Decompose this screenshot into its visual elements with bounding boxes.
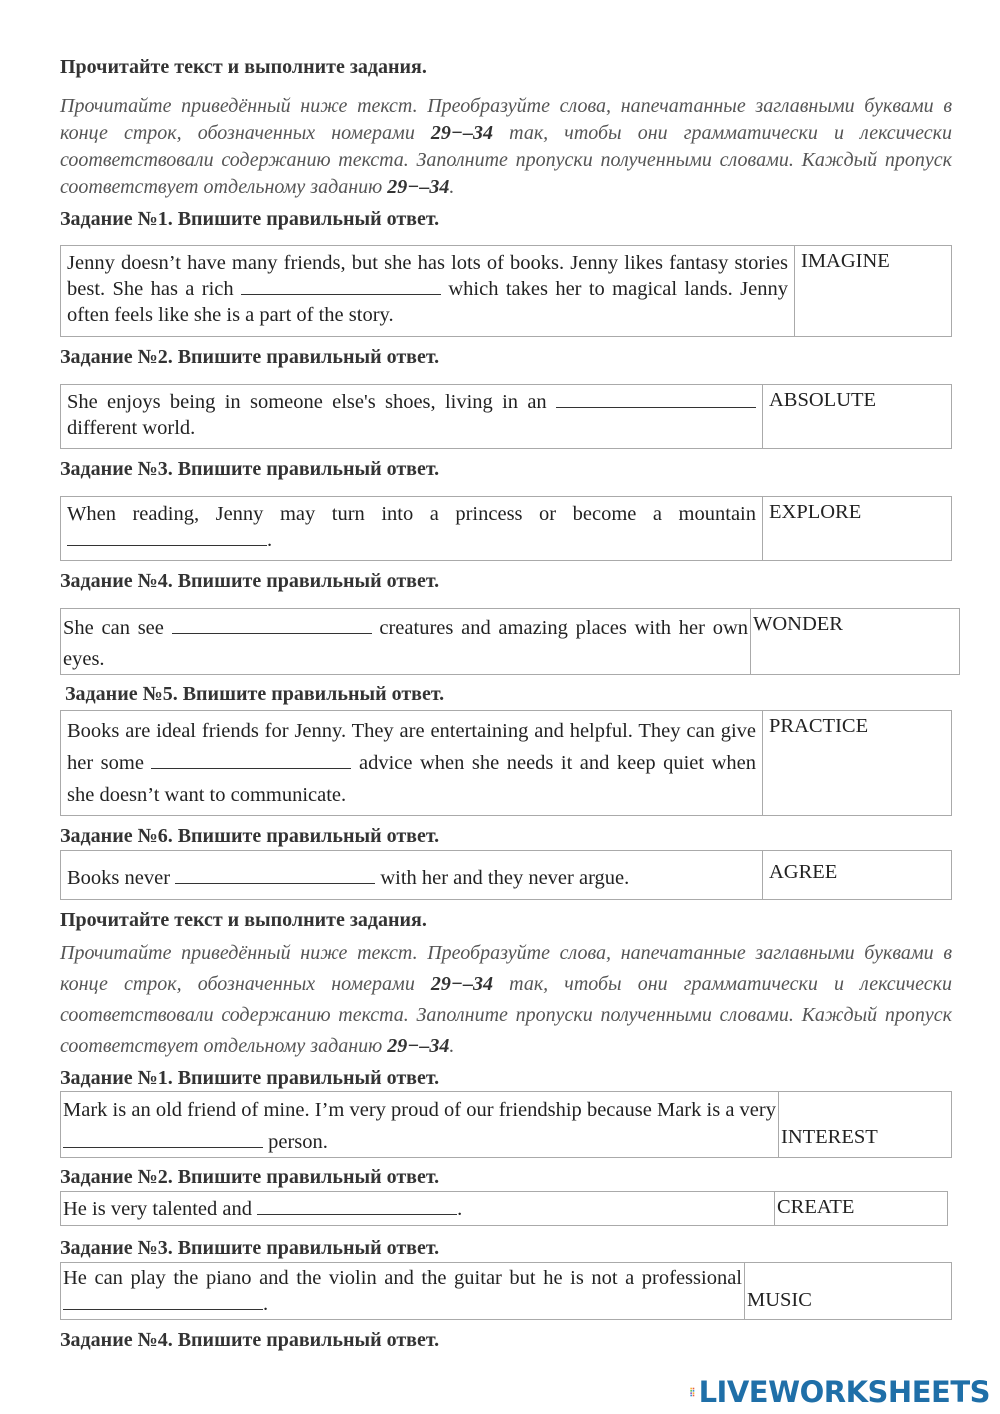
section-2-heading: Прочитайте текст и выполните задания. [60, 909, 427, 931]
task-box [60, 850, 952, 900]
task-sentence: Books are ideal friends for Jenny. They are entertaining and helpful. They can give her some advice when she needs it and keep quiet when she doesn’t want to communicate. [61, 711, 763, 815]
answer-blank[interactable] [556, 389, 756, 408]
liveworksheets-logo[interactable] [690, 1375, 990, 1409]
task-title: Задание №4. Впишите правильный ответ. [60, 1329, 440, 1351]
task-box [60, 710, 952, 816]
task-box [60, 245, 952, 337]
task-box [60, 496, 952, 561]
source-word: CREATE [777, 1196, 855, 1218]
source-word: EXPLORE [769, 501, 862, 523]
task-title: Задание №1. Впишите правильный ответ. [60, 208, 440, 230]
task-title: Задание №2. Впишите правильный ответ. [60, 346, 440, 368]
task-sentence: He can play the piano and the violin and the guitar but he is not a professional . [61, 1263, 745, 1319]
task-title: Задание №3. Впишите правильный ответ. [60, 458, 440, 480]
task-sentence: He is very talented and . [61, 1192, 775, 1225]
task-sentence: She enjoys being in someone else's shoes, living in an different world. [61, 385, 763, 448]
task-sentence: When reading, Jenny may turn into a princess or become a mountain . [61, 497, 763, 560]
answer-blank[interactable] [172, 615, 372, 634]
source-word: ABSOLUTE [769, 389, 877, 411]
section-2-instruction: Прочитайте приведённый ниже текст. Преобразуйте слова, напечатанные заглавными буквами в конце строк, обозначенных номерами 29−–34 так, чтобы они грамматически и лексически соответствовали содержанию текста. Заполните пропуски полученными словами. Каждый пропуск соответствует отдельному заданию 29−–34. [60, 942, 953, 1057]
task-box [60, 384, 952, 449]
task-sentence: Books never with her and they never argue. [61, 851, 763, 899]
task-title: Задание №1. Впишите правильный ответ. [60, 1067, 440, 1089]
source-word: PRACTICE [769, 715, 869, 737]
answer-blank[interactable] [175, 865, 375, 884]
liveworksheets-logo-icon [690, 1378, 699, 1406]
task-title: Задание №4. Впишите правильный ответ. [60, 570, 440, 592]
answer-blank[interactable] [63, 1291, 263, 1310]
answer-blank[interactable] [241, 276, 441, 295]
answer-blank[interactable] [63, 1129, 263, 1148]
task-box [60, 1262, 952, 1320]
source-word: INTEREST [781, 1126, 878, 1148]
task-title: Задание №5. Впишите правильный ответ. [65, 683, 445, 705]
answer-blank[interactable] [67, 527, 267, 546]
brand-name: LIVEWORKSHEETS [698, 1375, 990, 1409]
source-word: MUSIC [747, 1289, 812, 1311]
task-sentence: Mark is an old friend of mine. I’m very proud of our friendship because Mark is a very person. [61, 1092, 779, 1157]
task-title: Задание №6. Впишите правильный ответ. [60, 825, 440, 847]
task-sentence: Jenny doesn’t have many friends, but she has lots of books. Jenny likes fantasy stories best. She has a rich which takes her to magical lands. Jenny often feels like she is a part of the story. [61, 246, 795, 336]
task-sentence: She can see creatures and amazing places with her own eyes. [61, 609, 751, 674]
task-box [60, 608, 960, 675]
section-1-heading: Прочитайте текст и выполните задания. [60, 56, 427, 78]
task-box [60, 1191, 948, 1226]
source-word: AGREE [769, 861, 838, 883]
task-box [60, 1091, 952, 1158]
section-1-instruction: Прочитайте приведённый ниже текст. Преобразуйте слова, напечатанные заглавными буквами в конце строк, обозначенных номерами 29−–34 так, чтобы они грамматически и лексически соответствовали содержанию текста. Заполните пропуски полученными словами. Каждый пропуск соответствует отдельному заданию 29−–34. [60, 95, 953, 198]
source-word: WONDER [753, 613, 843, 635]
source-word: IMAGINE [801, 250, 890, 272]
answer-blank[interactable] [151, 750, 351, 769]
task-title: Задание №2. Впишите правильный ответ. [60, 1166, 440, 1188]
task-title: Задание №3. Впишите правильный ответ. [60, 1237, 440, 1259]
answer-blank[interactable] [257, 1196, 457, 1215]
